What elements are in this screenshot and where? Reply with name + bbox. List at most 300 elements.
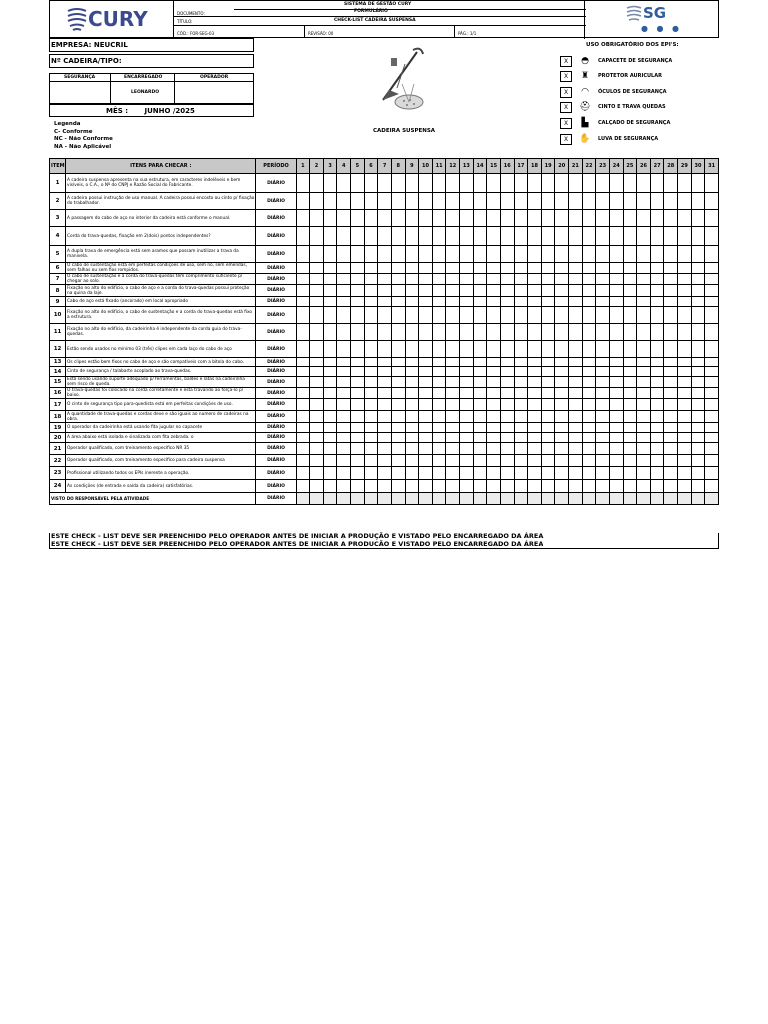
day-cell[interactable] <box>650 433 664 443</box>
day-cell[interactable] <box>446 377 460 388</box>
day-cell[interactable] <box>351 297 365 307</box>
day-cell[interactable] <box>691 297 705 307</box>
day-cell[interactable] <box>637 411 651 423</box>
day-cell[interactable] <box>391 377 405 388</box>
day-cell[interactable] <box>500 423 514 433</box>
day-cell[interactable] <box>432 174 446 193</box>
day-cell[interactable] <box>487 411 501 423</box>
day-cell[interactable] <box>419 367 433 377</box>
day-cell[interactable] <box>555 307 569 324</box>
day-cell[interactable] <box>569 455 583 467</box>
day-cell[interactable] <box>405 467 419 480</box>
day-cell[interactable] <box>664 246 678 263</box>
day-cell[interactable] <box>391 423 405 433</box>
day-cell[interactable] <box>650 358 664 367</box>
day-cell[interactable] <box>555 227 569 246</box>
day-cell[interactable] <box>528 274 542 285</box>
day-cell[interactable] <box>555 388 569 399</box>
day-cell[interactable] <box>528 307 542 324</box>
day-cell[interactable] <box>637 274 651 285</box>
day-cell[interactable] <box>582 210 596 227</box>
day-cell[interactable] <box>596 411 610 423</box>
day-cell[interactable] <box>609 433 623 443</box>
day-cell[interactable] <box>460 193 474 210</box>
day-cell[interactable] <box>555 433 569 443</box>
day-cell[interactable] <box>473 480 487 493</box>
day-cell[interactable] <box>473 174 487 193</box>
day-cell[interactable] <box>623 455 637 467</box>
day-cell[interactable] <box>310 285 324 297</box>
day-cell[interactable] <box>323 324 337 341</box>
day-cell[interactable] <box>351 307 365 324</box>
day-cell[interactable] <box>405 358 419 367</box>
day-cell[interactable] <box>500 174 514 193</box>
day-cell[interactable] <box>296 433 310 443</box>
day-cell[interactable] <box>691 174 705 193</box>
day-cell[interactable] <box>446 493 460 505</box>
day-cell[interactable] <box>419 227 433 246</box>
day-cell[interactable] <box>473 467 487 480</box>
day-cell[interactable] <box>596 455 610 467</box>
day-cell[interactable] <box>623 467 637 480</box>
day-cell[interactable] <box>541 341 555 358</box>
day-cell[interactable] <box>487 480 501 493</box>
day-cell[interactable] <box>609 388 623 399</box>
day-cell[interactable] <box>405 433 419 443</box>
day-cell[interactable] <box>460 388 474 399</box>
day-cell[interactable] <box>487 341 501 358</box>
day-cell[interactable] <box>460 367 474 377</box>
day-cell[interactable] <box>637 193 651 210</box>
day-cell[interactable] <box>405 285 419 297</box>
day-cell[interactable] <box>623 193 637 210</box>
day-cell[interactable] <box>691 210 705 227</box>
foreman-name[interactable]: LEONARDO <box>131 90 160 95</box>
day-cell[interactable] <box>432 307 446 324</box>
day-cell[interactable] <box>337 174 351 193</box>
day-cell[interactable] <box>691 263 705 274</box>
day-cell[interactable] <box>555 297 569 307</box>
day-cell[interactable] <box>391 388 405 399</box>
day-cell[interactable] <box>364 297 378 307</box>
day-cell[interactable] <box>419 493 433 505</box>
day-cell[interactable] <box>500 263 514 274</box>
day-cell[interactable] <box>596 367 610 377</box>
day-cell[interactable] <box>310 423 324 433</box>
day-cell[interactable] <box>296 263 310 274</box>
day-cell[interactable] <box>405 388 419 399</box>
day-cell[interactable] <box>378 341 392 358</box>
day-cell[interactable] <box>487 307 501 324</box>
day-cell[interactable] <box>705 367 719 377</box>
day-cell[interactable] <box>596 193 610 210</box>
day-cell[interactable] <box>500 324 514 341</box>
day-cell[interactable] <box>337 274 351 285</box>
day-cell[interactable] <box>351 246 365 263</box>
day-cell[interactable] <box>514 411 528 423</box>
day-cell[interactable] <box>432 193 446 210</box>
day-cell[interactable] <box>541 367 555 377</box>
day-cell[interactable] <box>323 263 337 274</box>
day-cell[interactable] <box>446 297 460 307</box>
day-cell[interactable] <box>541 307 555 324</box>
day-cell[interactable] <box>487 246 501 263</box>
day-cell[interactable] <box>541 174 555 193</box>
day-cell[interactable] <box>364 210 378 227</box>
day-cell[interactable] <box>460 493 474 505</box>
day-cell[interactable] <box>705 193 719 210</box>
day-cell[interactable] <box>364 455 378 467</box>
day-cell[interactable] <box>351 193 365 210</box>
day-cell[interactable] <box>337 388 351 399</box>
day-cell[interactable] <box>514 210 528 227</box>
day-cell[interactable] <box>337 358 351 367</box>
day-cell[interactable] <box>637 377 651 388</box>
day-cell[interactable] <box>664 297 678 307</box>
day-cell[interactable] <box>405 227 419 246</box>
day-cell[interactable] <box>419 324 433 341</box>
day-cell[interactable] <box>691 433 705 443</box>
day-cell[interactable] <box>351 377 365 388</box>
day-cell[interactable] <box>541 227 555 246</box>
day-cell[interactable] <box>664 377 678 388</box>
day-cell[interactable] <box>678 324 692 341</box>
day-cell[interactable] <box>337 210 351 227</box>
day-cell[interactable] <box>528 246 542 263</box>
day-cell[interactable] <box>378 307 392 324</box>
day-cell[interactable] <box>705 411 719 423</box>
day-cell[interactable] <box>419 341 433 358</box>
day-cell[interactable] <box>582 455 596 467</box>
day-cell[interactable] <box>705 377 719 388</box>
day-cell[interactable] <box>528 399 542 411</box>
day-cell[interactable] <box>337 467 351 480</box>
day-cell[interactable] <box>323 493 337 505</box>
day-cell[interactable] <box>582 246 596 263</box>
day-cell[interactable] <box>337 367 351 377</box>
day-cell[interactable] <box>337 433 351 443</box>
day-cell[interactable] <box>351 227 365 246</box>
day-cell[interactable] <box>323 480 337 493</box>
day-cell[interactable] <box>623 388 637 399</box>
day-cell[interactable] <box>337 324 351 341</box>
day-cell[interactable] <box>323 358 337 367</box>
day-cell[interactable] <box>691 399 705 411</box>
day-cell[interactable] <box>405 297 419 307</box>
day-cell[interactable] <box>460 341 474 358</box>
day-cell[interactable] <box>364 341 378 358</box>
day-cell[interactable] <box>623 274 637 285</box>
day-cell[interactable] <box>310 443 324 455</box>
day-cell[interactable] <box>514 285 528 297</box>
day-cell[interactable] <box>691 358 705 367</box>
day-cell[interactable] <box>446 324 460 341</box>
day-cell[interactable] <box>650 399 664 411</box>
epi-checkbox[interactable]: X <box>560 56 572 67</box>
day-cell[interactable] <box>310 388 324 399</box>
day-cell[interactable] <box>623 174 637 193</box>
day-cell[interactable] <box>678 341 692 358</box>
day-cell[interactable] <box>419 433 433 443</box>
day-cell[interactable] <box>514 480 528 493</box>
day-cell[interactable] <box>364 467 378 480</box>
day-cell[interactable] <box>569 174 583 193</box>
epi-checkbox[interactable]: X <box>560 71 572 82</box>
day-cell[interactable] <box>650 246 664 263</box>
day-cell[interactable] <box>351 493 365 505</box>
day-cell[interactable] <box>296 285 310 297</box>
day-cell[interactable] <box>296 274 310 285</box>
day-cell[interactable] <box>664 227 678 246</box>
day-cell[interactable] <box>637 297 651 307</box>
day-cell[interactable] <box>364 443 378 455</box>
day-cell[interactable] <box>541 480 555 493</box>
day-cell[interactable] <box>514 307 528 324</box>
day-cell[interactable] <box>609 210 623 227</box>
day-cell[interactable] <box>391 227 405 246</box>
day-cell[interactable] <box>296 193 310 210</box>
day-cell[interactable] <box>296 493 310 505</box>
day-cell[interactable] <box>637 467 651 480</box>
day-cell[interactable] <box>596 285 610 297</box>
day-cell[interactable] <box>528 285 542 297</box>
day-cell[interactable] <box>432 493 446 505</box>
day-cell[interactable] <box>310 246 324 263</box>
day-cell[interactable] <box>310 274 324 285</box>
day-cell[interactable] <box>473 210 487 227</box>
day-cell[interactable] <box>596 297 610 307</box>
day-cell[interactable] <box>473 411 487 423</box>
day-cell[interactable] <box>582 433 596 443</box>
day-cell[interactable] <box>310 297 324 307</box>
day-cell[interactable] <box>351 341 365 358</box>
day-cell[interactable] <box>514 455 528 467</box>
day-cell[interactable] <box>310 433 324 443</box>
day-cell[interactable] <box>323 297 337 307</box>
day-cell[interactable] <box>705 174 719 193</box>
day-cell[interactable] <box>623 411 637 423</box>
day-cell[interactable] <box>691 467 705 480</box>
day-cell[interactable] <box>664 433 678 443</box>
day-cell[interactable] <box>705 227 719 246</box>
day-cell[interactable] <box>555 377 569 388</box>
day-cell[interactable] <box>650 324 664 341</box>
day-cell[interactable] <box>446 341 460 358</box>
day-cell[interactable] <box>569 358 583 367</box>
day-cell[interactable] <box>691 443 705 455</box>
day-cell[interactable] <box>378 388 392 399</box>
day-cell[interactable] <box>446 274 460 285</box>
day-cell[interactable] <box>623 480 637 493</box>
day-cell[interactable] <box>337 193 351 210</box>
day-cell[interactable] <box>460 274 474 285</box>
day-cell[interactable] <box>691 411 705 423</box>
day-cell[interactable] <box>664 210 678 227</box>
day-cell[interactable] <box>446 227 460 246</box>
day-cell[interactable] <box>637 285 651 297</box>
day-cell[interactable] <box>378 297 392 307</box>
day-cell[interactable] <box>487 285 501 297</box>
day-cell[interactable] <box>460 246 474 263</box>
day-cell[interactable] <box>337 285 351 297</box>
day-cell[interactable] <box>596 388 610 399</box>
day-cell[interactable] <box>419 210 433 227</box>
day-cell[interactable] <box>609 227 623 246</box>
day-cell[interactable] <box>541 493 555 505</box>
epi-checkbox[interactable]: X <box>560 87 572 98</box>
day-cell[interactable] <box>664 324 678 341</box>
day-cell[interactable] <box>541 443 555 455</box>
day-cell[interactable] <box>487 263 501 274</box>
day-cell[interactable] <box>528 455 542 467</box>
day-cell[interactable] <box>541 388 555 399</box>
day-cell[interactable] <box>528 297 542 307</box>
day-cell[interactable] <box>405 411 419 423</box>
day-cell[interactable] <box>473 285 487 297</box>
day-cell[interactable] <box>487 210 501 227</box>
day-cell[interactable] <box>446 480 460 493</box>
day-cell[interactable] <box>364 433 378 443</box>
day-cell[interactable] <box>296 246 310 263</box>
day-cell[interactable] <box>514 297 528 307</box>
day-cell[interactable] <box>637 388 651 399</box>
day-cell[interactable] <box>664 285 678 297</box>
day-cell[interactable] <box>691 285 705 297</box>
day-cell[interactable] <box>582 423 596 433</box>
day-cell[interactable] <box>460 297 474 307</box>
day-cell[interactable] <box>364 480 378 493</box>
day-cell[interactable] <box>705 324 719 341</box>
day-cell[interactable] <box>528 210 542 227</box>
day-cell[interactable] <box>460 480 474 493</box>
day-cell[interactable] <box>569 193 583 210</box>
day-cell[interactable] <box>296 455 310 467</box>
day-cell[interactable] <box>582 324 596 341</box>
day-cell[interactable] <box>432 263 446 274</box>
day-cell[interactable] <box>378 399 392 411</box>
day-cell[interactable] <box>678 297 692 307</box>
day-cell[interactable] <box>609 493 623 505</box>
day-cell[interactable] <box>460 443 474 455</box>
day-cell[interactable] <box>664 263 678 274</box>
day-cell[interactable] <box>582 377 596 388</box>
day-cell[interactable] <box>691 193 705 210</box>
epi-checkbox[interactable]: X <box>560 134 572 145</box>
day-cell[interactable] <box>337 399 351 411</box>
day-cell[interactable] <box>351 285 365 297</box>
day-cell[interactable] <box>609 285 623 297</box>
day-cell[interactable] <box>678 493 692 505</box>
day-cell[interactable] <box>691 246 705 263</box>
day-cell[interactable] <box>609 423 623 433</box>
day-cell[interactable] <box>637 399 651 411</box>
day-cell[interactable] <box>391 480 405 493</box>
day-cell[interactable] <box>296 341 310 358</box>
day-cell[interactable] <box>664 274 678 285</box>
day-cell[interactable] <box>500 443 514 455</box>
day-cell[interactable] <box>650 193 664 210</box>
day-cell[interactable] <box>405 341 419 358</box>
day-cell[interactable] <box>405 399 419 411</box>
day-cell[interactable] <box>528 493 542 505</box>
day-cell[interactable] <box>678 174 692 193</box>
day-cell[interactable] <box>473 367 487 377</box>
day-cell[interactable] <box>569 423 583 433</box>
day-cell[interactable] <box>528 174 542 193</box>
day-cell[interactable] <box>391 285 405 297</box>
day-cell[interactable] <box>664 423 678 433</box>
day-cell[interactable] <box>323 411 337 423</box>
day-cell[interactable] <box>569 388 583 399</box>
day-cell[interactable] <box>391 324 405 341</box>
day-cell[interactable] <box>378 274 392 285</box>
day-cell[interactable] <box>405 480 419 493</box>
day-cell[interactable] <box>678 263 692 274</box>
day-cell[interactable] <box>351 274 365 285</box>
day-cell[interactable] <box>541 274 555 285</box>
day-cell[interactable] <box>391 274 405 285</box>
day-cell[interactable] <box>650 297 664 307</box>
day-cell[interactable] <box>514 467 528 480</box>
day-cell[interactable] <box>391 246 405 263</box>
day-cell[interactable] <box>446 285 460 297</box>
day-cell[interactable] <box>405 263 419 274</box>
day-cell[interactable] <box>323 307 337 324</box>
day-cell[interactable] <box>596 423 610 433</box>
day-cell[interactable] <box>378 324 392 341</box>
day-cell[interactable] <box>637 423 651 433</box>
day-cell[interactable] <box>378 455 392 467</box>
day-cell[interactable] <box>432 467 446 480</box>
day-cell[interactable] <box>460 210 474 227</box>
day-cell[interactable] <box>637 480 651 493</box>
day-cell[interactable] <box>296 174 310 193</box>
day-cell[interactable] <box>364 285 378 297</box>
day-cell[interactable] <box>650 174 664 193</box>
day-cell[interactable] <box>296 358 310 367</box>
day-cell[interactable] <box>323 455 337 467</box>
day-cell[interactable] <box>691 367 705 377</box>
day-cell[interactable] <box>432 285 446 297</box>
day-cell[interactable] <box>432 358 446 367</box>
day-cell[interactable] <box>691 480 705 493</box>
day-cell[interactable] <box>582 443 596 455</box>
day-cell[interactable] <box>514 388 528 399</box>
day-cell[interactable] <box>364 367 378 377</box>
day-cell[interactable] <box>446 399 460 411</box>
day-cell[interactable] <box>405 193 419 210</box>
day-cell[interactable] <box>664 193 678 210</box>
day-cell[interactable] <box>473 324 487 341</box>
day-cell[interactable] <box>446 433 460 443</box>
day-cell[interactable] <box>528 193 542 210</box>
day-cell[interactable] <box>378 443 392 455</box>
day-cell[interactable] <box>691 307 705 324</box>
day-cell[interactable] <box>637 210 651 227</box>
day-cell[interactable] <box>678 377 692 388</box>
day-cell[interactable] <box>541 377 555 388</box>
day-cell[interactable] <box>364 174 378 193</box>
day-cell[interactable] <box>555 246 569 263</box>
day-cell[interactable] <box>541 433 555 443</box>
day-cell[interactable] <box>473 377 487 388</box>
day-cell[interactable] <box>351 324 365 341</box>
day-cell[interactable] <box>460 263 474 274</box>
day-cell[interactable] <box>419 388 433 399</box>
day-cell[interactable] <box>323 285 337 297</box>
day-cell[interactable] <box>650 227 664 246</box>
day-cell[interactable] <box>569 285 583 297</box>
